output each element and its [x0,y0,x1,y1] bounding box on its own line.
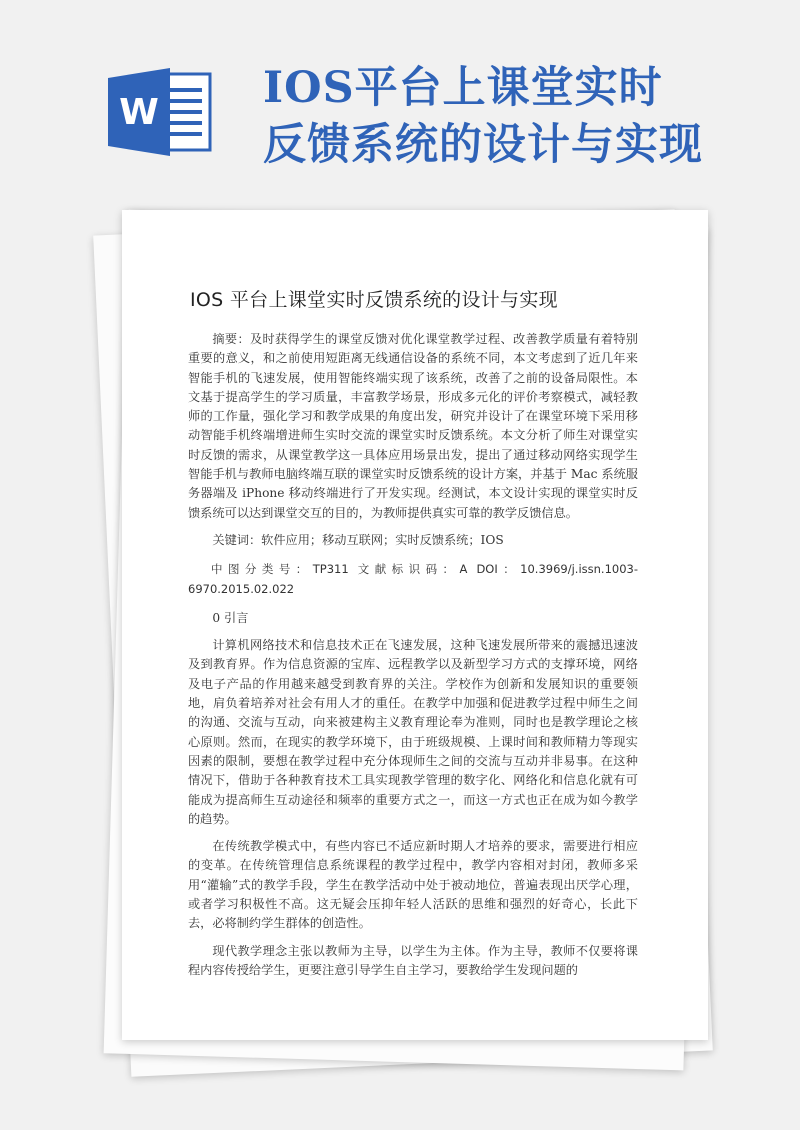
section-heading: 0 引言 [212,610,249,625]
cover-title-line-1: IOS平台上课堂实时 [263,63,663,113]
document-page [122,210,708,1040]
cover-title-line-2: 反馈系统的设计与实现 [263,120,703,170]
document-title: IOS 平台上课堂实时反馈系统的设计与实现 [190,289,558,311]
body-paragraph: 现代教学理念主张以教师为主导，以学生为主体。作为主导，教师不仅要将课程内容传授给学生，更要注意引导学生自主学习，要教给学生发现问题的 [188,943,638,977]
document-body [188,330,638,988]
abstract-paragraph: 摘要：及时获得学生的课堂反馈对优化课堂教学过程、改善教学质量有着特别重要的意义，和之前使用短距离无线通信设备的系统不同，本文考虑到了近几年来智能手机的飞速发展，使用智能终端实现了该系统，改善了之前的设备局限性。本文基于提高学生的学习质量，丰富教学场景，形成多元化的评价考察模式，减轻教师的工作量，强化学习和教学成果的角度出发，研究并设计了在课堂环境下采用移动智能手机终端增进师生实时交流的课堂实时反馈系统。本文分析了师生对课堂实时反馈的需求，从课堂教学这一具体应用场景出发，提出了通过移动网络实现学生智能手机与教师电脑终端互联的课堂实时反馈系统的设计方案，并基于 Mac 系统服务器端及 iPhone 移动终端进行了开发实现。经测试，本文设计实现的课堂实时反馈系统可以达到课堂交互的目的，为教师提供真实可靠的教学反馈信息。 [188,332,638,520]
svg-text:W: W [119,92,159,133]
classification-line: 中图分类号：TP311 文献标识码：A DOI：10.3969/j.issn.1003-6970.2015.02.022 [188,562,638,596]
keywords-line: 关键词：软件应用；移动互联网；实时反馈系统；IOS [212,532,504,547]
body-paragraph: 在传统教学模式中，有些内容已不适应新时期人才培养的要求，需要进行相应的变革。在传统管理信息系统课程的教学过程中，教学内容相对封闭，教师多采用“灌输”式的教学手段，学生在教学活动中处于被动地位，普遍表现出厌学心理，或者学习积极性不高。这无疑会压抑年轻人活跃的思维和强烈的好奇心，长此下去，必将制约学生群体的创造性。 [188,839,638,931]
body-paragraph: 计算机网络技术和信息技术正在飞速发展，这种飞速发展所带来的震撼迅速波及到教育界。作为信息资源的宝库、远程教学以及新型学习方式的支撑环境，网络及电子产品的作用越来越受到教育界的关注。学校作为创新和发展知识的重要领地，肩负着培养对社会有用人才的重任。在教学中加强和促进教学过程中师生之间的沟通、交流与互动，向来被建构主义教育理论奉为准则，同时也是教学理论之核心原则。然而，在现实的教学环境下，由于班级规模、上课时间和教师精力等现实因素的限制，要想在教学过程中充分体现师生之间的交流与互动并非易事。在这种情况下，借助于各种教育技术工具实现教学管理的数字化、网络化和信息化就有可能成为提高师生互动途径和频率的重要方式之一，而这一方式也正在成为如今教学的趋势。 [188,638,638,826]
cover-title [263,60,783,174]
word-document-icon [108,68,216,156]
